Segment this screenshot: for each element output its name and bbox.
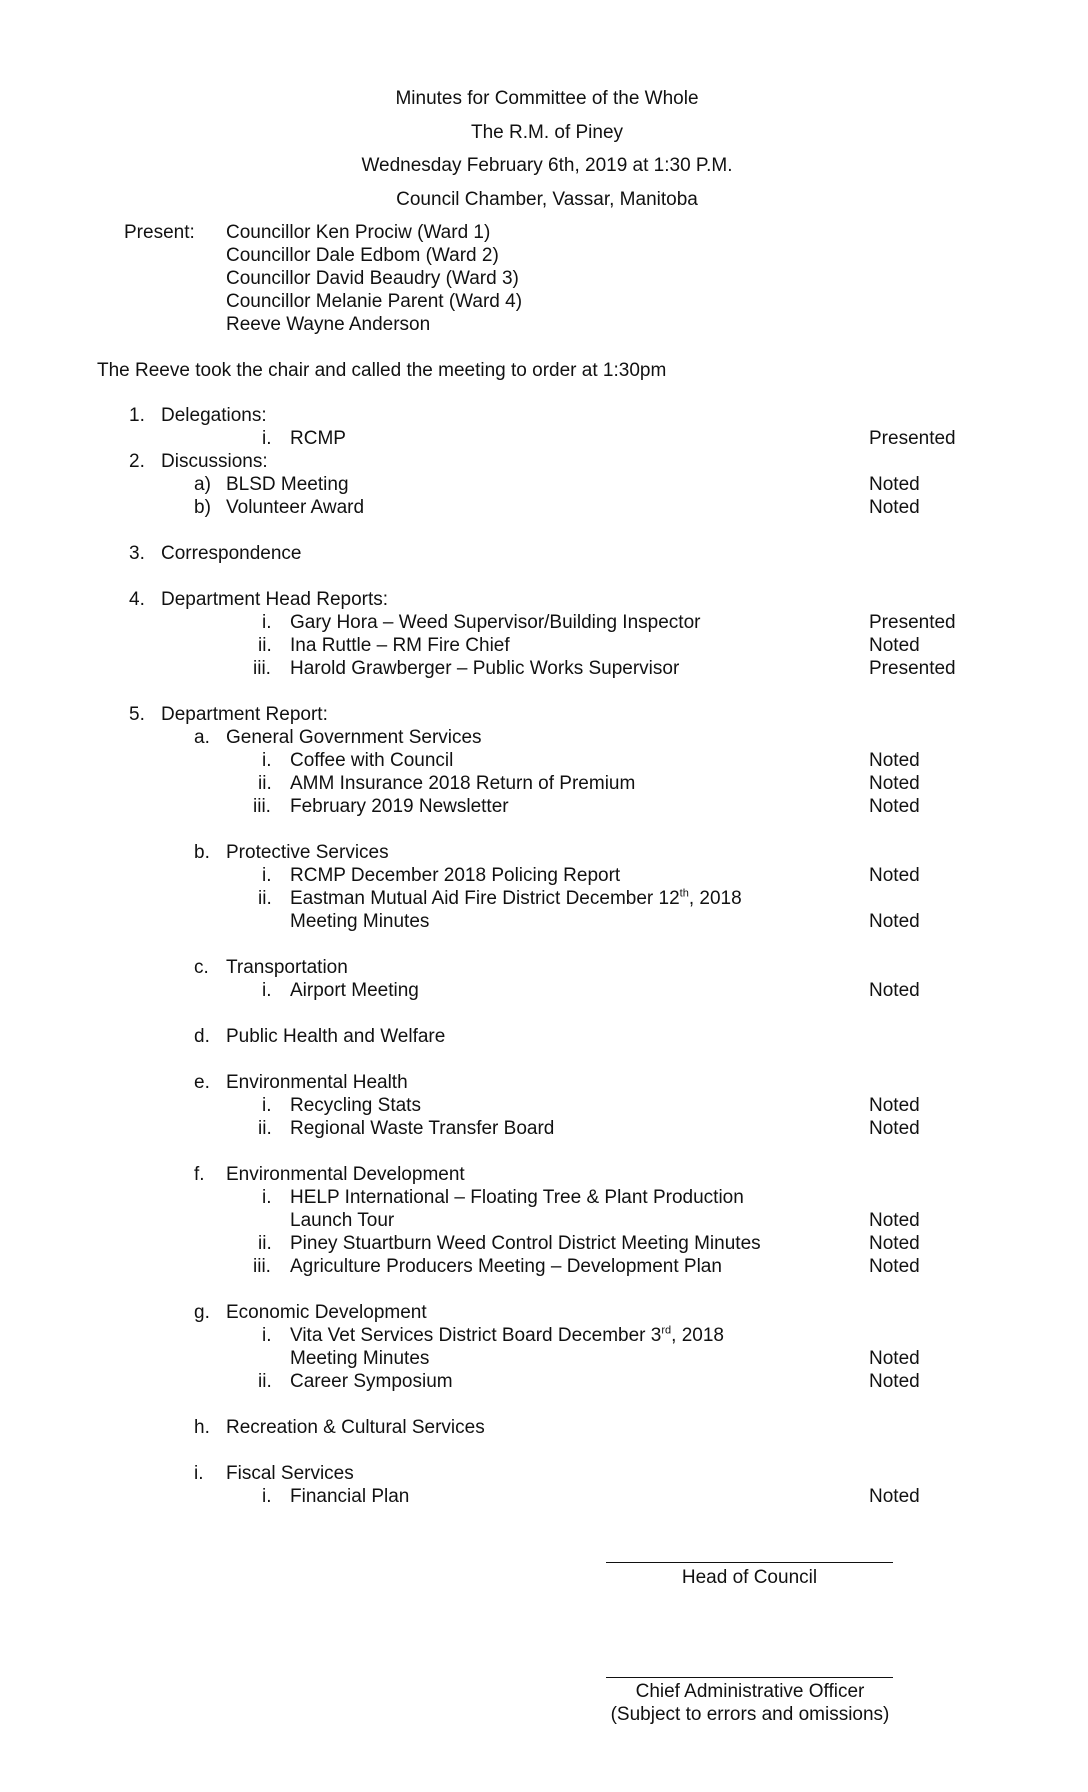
item-text-continued: Meeting Minutes [290, 1348, 430, 1369]
subsection-title: Fiscal Services [226, 1463, 354, 1484]
item-number: iii. [253, 1256, 271, 1277]
item-status: Presented [869, 658, 956, 679]
subsection-title: Protective Services [226, 842, 389, 863]
item-number: ii. [258, 1233, 272, 1254]
subsection-title: Transportation [226, 957, 348, 978]
item-text: Coffee with Council [290, 750, 454, 771]
subsection-title: Public Health and Welfare [226, 1026, 446, 1047]
item-number: i. [262, 980, 272, 1001]
section-number: 4. [129, 589, 145, 610]
item-text-continued: Meeting Minutes [290, 911, 430, 932]
present-member: Councillor Melanie Parent (Ward 4) [226, 291, 523, 312]
section-title: Department Head Reports: [161, 589, 389, 610]
call-to-order: The Reeve took the chair and called the meeting to order at 1:30pm [97, 360, 667, 381]
item-status: Presented [869, 428, 956, 449]
item-text: Career Symposium [290, 1371, 453, 1392]
subsection-letter: i. [194, 1463, 204, 1484]
item-number: i. [262, 1486, 272, 1507]
section-number: 3. [129, 543, 145, 564]
item-text-continued: Launch Tour [290, 1210, 395, 1231]
header-title: Minutes for Committee of the Whole [395, 88, 699, 109]
item-text: Gary Hora – Weed Supervisor/Building Inspector [290, 612, 701, 633]
item-status: Noted [869, 474, 920, 495]
item-status: Noted [869, 1118, 920, 1139]
item-number: i. [262, 428, 272, 449]
item-number: ii. [258, 635, 272, 656]
item-text: RCMP [290, 428, 346, 449]
item-text: Harold Grawberger – Public Works Supervisor [290, 658, 680, 679]
head-of-council-label: Head of Council [681, 1567, 818, 1588]
item-text: Ina Ruttle – RM Fire Chief [290, 635, 510, 656]
present-label: Present: [124, 222, 195, 243]
item-number: i. [262, 1325, 272, 1346]
item-status: Noted [869, 750, 920, 771]
section-number: 2. [129, 451, 145, 472]
item-text: BLSD Meeting [226, 474, 349, 495]
item-status: Noted [869, 1095, 920, 1116]
item-number: iii. [253, 658, 271, 679]
item-status: Noted [869, 1256, 920, 1277]
item-number: i. [262, 612, 272, 633]
subsection-title: Environmental Health [226, 1072, 408, 1093]
item-text: RCMP December 2018 Policing Report [290, 865, 621, 886]
item-number: i. [262, 865, 272, 886]
section-title: Department Report: [161, 704, 328, 725]
subsection-title: Economic Development [226, 1302, 427, 1323]
item-number: ii. [258, 1371, 272, 1392]
item-number: ii. [258, 773, 272, 794]
present-member: Reeve Wayne Anderson [226, 314, 431, 335]
item-status: Noted [869, 1371, 920, 1392]
subsection-letter: c. [194, 957, 209, 978]
present-member: Councillor Ken Prociw (Ward 1) [226, 222, 491, 243]
item-status: Noted [869, 1486, 920, 1507]
section-title: Delegations: [161, 405, 267, 426]
item-number: ii. [258, 1118, 272, 1139]
item-text: Recycling Stats [290, 1095, 421, 1116]
header-location: Council Chamber, Vassar, Manitoba [396, 189, 698, 210]
subsection-letter: e. [194, 1072, 210, 1093]
section-title: Discussions: [161, 451, 268, 472]
item-status: Noted [869, 635, 920, 656]
subsection-title: General Government Services [226, 727, 482, 748]
item-text: Eastman Mutual Aid Fire District December 12th, 2018 [290, 887, 742, 909]
item-status: Noted [869, 773, 920, 794]
signature-line-cao [606, 1677, 893, 1678]
cao-label: Chief Administrative Officer [635, 1681, 865, 1702]
subsection-title: Recreation & Cultural Services [226, 1417, 485, 1438]
subsection-letter: h. [194, 1417, 210, 1438]
item-number: a) [194, 474, 211, 495]
item-number: i. [262, 1187, 272, 1208]
section-title: Correspondence [161, 543, 302, 564]
present-member: Councillor Dale Edbom (Ward 2) [226, 245, 499, 266]
item-text: Regional Waste Transfer Board [290, 1118, 555, 1139]
subsection-letter: d. [194, 1026, 210, 1047]
item-status: Noted [869, 911, 920, 932]
item-text: Airport Meeting [290, 980, 419, 1001]
item-text: February 2019 Newsletter [290, 796, 509, 817]
item-text: Vita Vet Services District Board December 3rd, 2018 [290, 1324, 724, 1346]
item-status: Noted [869, 796, 920, 817]
subsection-letter: g. [194, 1302, 210, 1323]
item-status: Noted [869, 497, 920, 518]
item-text: HELP International – Floating Tree & Plant Production [290, 1187, 744, 1208]
header-date: Wednesday February 6th, 2019 at 1:30 P.M. [361, 155, 733, 176]
item-status: Noted [869, 1233, 920, 1254]
subsection-letter: a. [194, 727, 210, 748]
header-municipality: The R.M. of Piney [470, 122, 624, 143]
subsection-letter: b. [194, 842, 210, 863]
subsection-letter: f. [194, 1164, 205, 1185]
item-number: ii. [258, 888, 272, 909]
item-status: Noted [869, 865, 920, 886]
item-status: Noted [869, 1210, 920, 1231]
item-number: iii. [253, 796, 271, 817]
item-number: i. [262, 1095, 272, 1116]
item-text: Financial Plan [290, 1486, 410, 1507]
present-member: Councillor David Beaudry (Ward 3) [226, 268, 519, 289]
item-text: Agriculture Producers Meeting – Development Plan [290, 1256, 722, 1277]
item-status: Noted [869, 980, 920, 1001]
subsection-title: Environmental Development [226, 1164, 465, 1185]
item-text: AMM Insurance 2018 Return of Premium [290, 773, 636, 794]
item-number: b) [194, 497, 211, 518]
signature-line-head-of-council [606, 1562, 893, 1563]
item-status: Presented [869, 612, 956, 633]
section-number: 1. [129, 405, 145, 426]
section-number: 5. [129, 704, 145, 725]
item-status: Noted [869, 1348, 920, 1369]
item-text: Piney Stuartburn Weed Control District Meeting Minutes [290, 1233, 761, 1254]
disclaimer: (Subject to errors and omissions) [610, 1704, 890, 1725]
item-text: Volunteer Award [226, 497, 365, 518]
item-number: i. [262, 750, 272, 771]
